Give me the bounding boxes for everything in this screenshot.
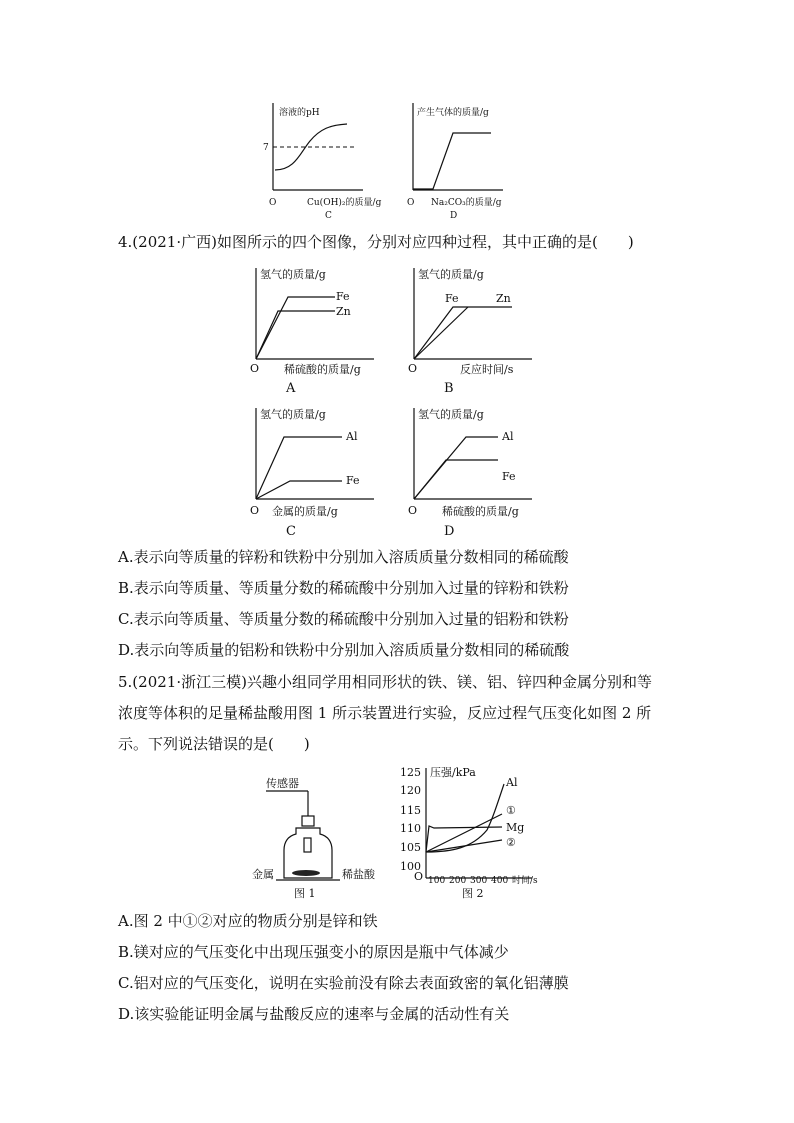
series-al-label: Al	[346, 430, 358, 443]
top-graph-d	[395, 95, 510, 220]
y-axis-label: 氢气的质量/g	[260, 268, 326, 281]
series-fe-line	[256, 481, 342, 499]
x-axis-label: Na₂CO₃的质量/g	[431, 198, 502, 208]
q4-option-c: C.表示向等质量、等质量分数的稀硫酸中分别加入过量的铝粉和铁粉	[118, 610, 569, 628]
q4-graph-d	[398, 402, 558, 542]
gas-curve	[413, 133, 491, 189]
series-al-line	[414, 437, 498, 499]
figure-caption: 图 1	[294, 887, 316, 900]
xtick-300: 300	[470, 876, 488, 886]
xtick-200: 200	[449, 876, 467, 886]
origin-label: O	[407, 198, 415, 208]
series-fe-label: Fe	[336, 290, 350, 303]
q4-stem: 4.(2021·广西)如图所示的四个图像，分别对应四种过程，其中正确的是( )	[118, 233, 634, 251]
q5-stem-line-2: 浓度等体积的足量稀盐酸用图 1 所示装置进行实验，反应过程气压变化如图 2 所	[118, 704, 652, 722]
y-axis-label: 产生气体的质量/g	[417, 108, 489, 118]
q5-figure-2	[392, 760, 552, 905]
series-fe-label: Fe	[502, 470, 516, 483]
top-graph-c	[255, 95, 382, 221]
graph-caption: C	[325, 211, 332, 221]
origin-label: O	[408, 504, 418, 517]
graph-caption: D	[450, 211, 458, 221]
series-1-label: ①	[506, 804, 516, 817]
x-axis-label: 稀硫酸的质量/g	[442, 505, 519, 518]
ytick-125: 125	[400, 766, 421, 779]
series-zn-line	[414, 307, 468, 359]
metal-label: 金属	[252, 868, 274, 881]
q4-graph-b	[398, 262, 538, 397]
graph-caption: A	[286, 381, 296, 396]
graph-caption: C	[286, 524, 296, 539]
xtick-100: 100	[428, 876, 446, 886]
q4-graph-a	[240, 262, 380, 397]
series-mg-curve	[426, 826, 502, 852]
q5-stem-line-3: 示。下列说法错误的是( )	[118, 735, 310, 753]
series-al-line	[256, 437, 342, 499]
ytick-115: 115	[400, 804, 421, 817]
y-axis-label: 压强/kPa	[430, 766, 476, 779]
test-tube	[304, 838, 311, 852]
graph-caption: D	[444, 524, 455, 539]
series-fe-label: Fe	[445, 292, 459, 305]
ytick-110: 110	[400, 822, 421, 835]
metal-pieces	[292, 870, 320, 876]
graph-caption: B	[444, 381, 454, 396]
series-fe-line	[414, 307, 512, 359]
y-axis-label: 氢气的质量/g	[418, 408, 484, 421]
q4-graph-c	[240, 402, 380, 542]
y-axis-label: 溶液的pH	[279, 108, 320, 118]
series-fe-line	[256, 297, 335, 359]
q5-option-c: C.铝对应的气压变化，说明在实验前没有除去表面致密的氧化铝薄膜	[118, 974, 569, 992]
series-al-label: Al	[502, 430, 514, 443]
q4-option-a: A.表示向等质量的锌粉和铁粉中分别加入溶质质量分数相同的稀硫酸	[118, 548, 569, 566]
series-fe-line	[414, 460, 498, 499]
series-2-label: ②	[506, 836, 516, 849]
origin-label: O	[250, 362, 260, 375]
q5-option-b: B.镁对应的气压变化中出现压强变小的原因是瓶中气体减少	[118, 943, 509, 961]
origin-label: O	[269, 198, 277, 208]
x-axis-label: 反应时间/s	[460, 363, 514, 376]
series-zn-label: Zn	[336, 305, 351, 318]
x-axis-label: Cu(OH)₂的质量/g	[307, 198, 382, 208]
y-axis-label: 氢气的质量/g	[260, 408, 326, 421]
series-al-label: Al	[506, 776, 518, 789]
origin-label: O	[250, 504, 260, 517]
q4-option-b: B.表示向等质量、等质量分数的稀硫酸中分别加入过量的锌粉和铁粉	[118, 579, 569, 597]
series-fe-label: Fe	[346, 474, 360, 487]
q5-figure-1	[248, 772, 383, 907]
origin-label: O	[414, 870, 424, 883]
x-axis-label: 稀硫酸的质量/g	[284, 363, 361, 376]
ytick-100: 100	[400, 860, 421, 873]
stopper	[302, 816, 314, 826]
figure-caption: 图 2	[462, 887, 484, 900]
sensor-label: 传感器	[266, 777, 299, 790]
ref-value-label: 7	[263, 143, 269, 153]
series-zn-label: Zn	[496, 292, 511, 305]
xtick-400: 400	[491, 876, 509, 886]
q5-option-a: A.图 2 中①②对应的物质分别是锌和铁	[118, 912, 378, 930]
series-mg-label: Mg	[506, 821, 525, 834]
q4-option-d: D.表示向等质量的铝粉和铁粉中分别加入溶质质量分数相同的稀硫酸	[118, 641, 570, 659]
q5-option-d: D.该实验能证明金属与盐酸反应的速率与金属的活动性有关	[118, 1005, 510, 1023]
q5-stem-line-1: 5.(2021·浙江三模)兴趣小组同学用相同形状的铁、镁、铝、锌四种金属分别和等	[118, 673, 652, 691]
x-axis-label: 时间/s	[512, 876, 538, 886]
ytick-105: 105	[400, 841, 421, 854]
x-axis-label: 金属的质量/g	[272, 505, 338, 518]
origin-label: O	[408, 362, 418, 375]
acid-label: 稀盐酸	[342, 868, 375, 881]
y-axis-label: 氢气的质量/g	[418, 268, 484, 281]
ytick-120: 120	[400, 784, 421, 797]
